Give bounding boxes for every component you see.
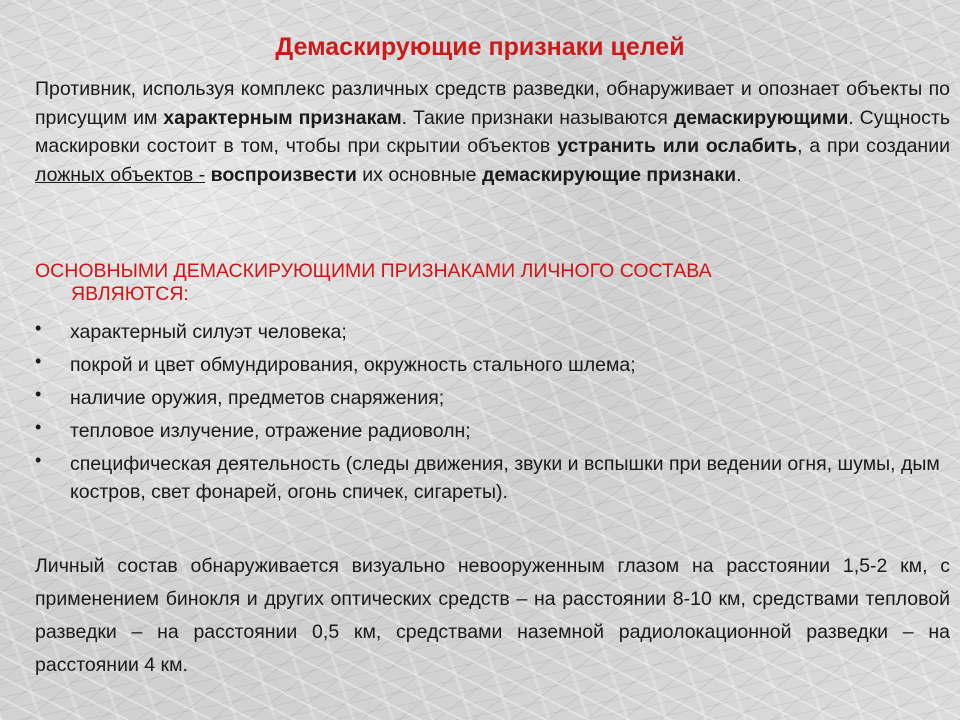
slide-title: Демаскирующие признаки целей — [275, 33, 685, 61]
intro-bold-characteristic: характерным признакам — [163, 106, 402, 129]
personnel-heading-line-1: ОСНОВНЫМИ ДЕМАСКИРУЮЩИМИ ПРИЗНАКАМИ ЛИЧНОГО СОСТАВА — [35, 260, 712, 282]
bullet-icon: • — [35, 384, 42, 404]
intro-text-7: . — [736, 163, 742, 186]
list-item — [35, 417, 950, 445]
intro-text-1: Противник, используя комплекс различных средств разведки, обнаруживает и опознает объекты по присущим им — [35, 78, 950, 129]
intro-bold-eliminate: устранить или ослабить — [557, 135, 798, 157]
list-item — [35, 318, 950, 346]
intro-bold-unmasking: демаскирующими — [673, 106, 849, 129]
list-item-text: тепловое излучение, отражение радиоволн; — [70, 420, 471, 442]
list-item-text: характерный силуэт человека; — [70, 321, 347, 343]
personnel-signs-list — [35, 318, 950, 511]
list-item — [35, 450, 950, 506]
intro-text-6: их основные — [356, 163, 482, 186]
detection-distance-paragraph: Личный состав обнаруживается визуально невооруженным глазом на расстоянии 1,5-2 км, с применением бинокля и других оптических средств – на расстоянии 8-10 км, средствами тепловой разведки – на расстоянии 0,5 км, средствами наземной радиолокационной разведки – на расстоянии 4 км. — [35, 555, 950, 676]
intro-bold-signs: демаскирующие признаки — [481, 163, 737, 186]
intro-text-4: , а при создании — [797, 135, 950, 157]
bullet-icon: • — [35, 318, 42, 338]
bullet-icon: • — [35, 351, 42, 371]
list-item — [35, 351, 950, 379]
list-item-text: специфическая деятельность (следы движения, звуки и вспышки при ведении огня, шумы, дым костров, свет фонарей, огонь спичек, сигареты). — [70, 453, 940, 503]
intro-bold-reproduce: воспроизвести — [210, 163, 357, 186]
personnel-heading-line-2: ЯВЛЯЮТСЯ: — [71, 283, 189, 305]
list-item-text: наличие оружия, предметов снаряжения; — [70, 387, 445, 409]
intro-underline-false-objects: ложных объектов - — [35, 163, 206, 186]
intro-text-3: . Сущность маскировки состоит в том, чтобы при скрытии объектов — [35, 106, 950, 157]
bullet-icon: • — [35, 417, 42, 437]
list-item-text: покрой и цвет обмундирования, окружность стального шлема; — [70, 354, 636, 376]
intro-paragraph — [35, 75, 950, 189]
list-item — [35, 384, 950, 412]
bullet-icon: • — [35, 450, 42, 470]
intro-text-2: . Такие признаки называются — [401, 106, 674, 129]
personnel-signs-heading — [35, 260, 915, 306]
